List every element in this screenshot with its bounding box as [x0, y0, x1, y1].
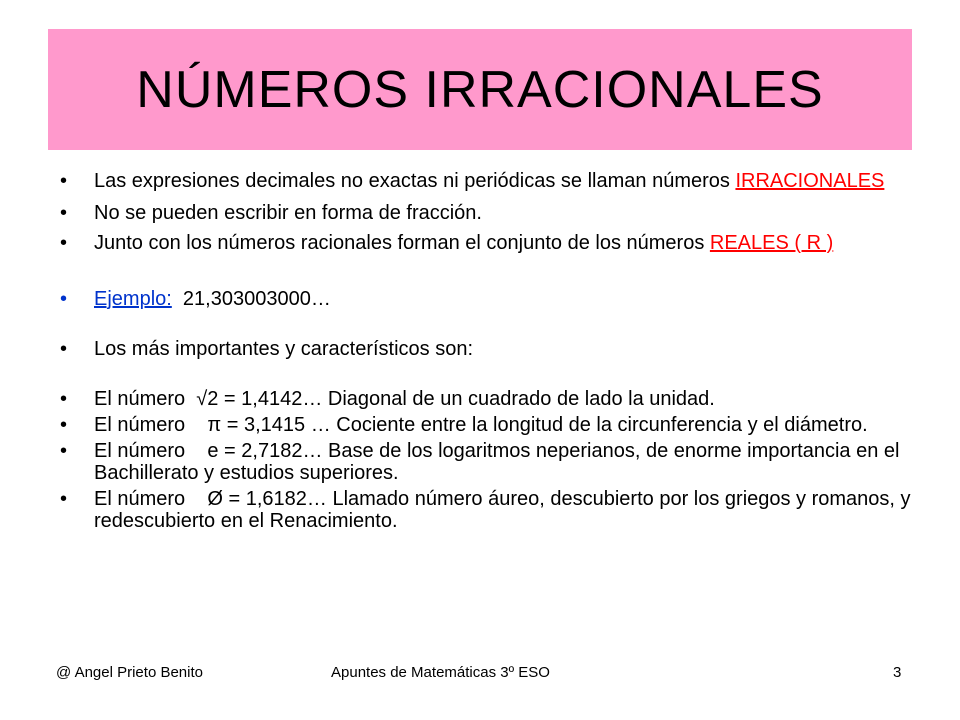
bullet-dot: •	[60, 440, 68, 462]
list-item	[60, 170, 920, 192]
bullet-text: No se pueden escribir en forma de fracción.	[94, 202, 482, 224]
list-item	[60, 232, 920, 254]
bullet-dot: •	[60, 338, 68, 360]
bullet-text: El número e = 2,7182… Base de los logaritmos neperianos, de enorme importancia en el Bachillerato y estudios superiores.	[94, 440, 906, 484]
bullet-dot: •	[60, 388, 68, 410]
list-item	[60, 288, 920, 310]
bullet-text: Las expresiones decimales no exactas ni periódicas se llaman números	[94, 170, 736, 192]
bullet-text: El número Ø = 1,6182… Llamado número áureo, descubierto por los griegos y romanos, y redescubierto en el Renacimiento.	[94, 488, 917, 532]
list-item	[60, 414, 920, 436]
footer-course: Apuntes de Matemáticas 3º ESO	[331, 664, 550, 681]
list-item	[60, 388, 920, 410]
bullet-text: El número √2 = 1,4142… Diagonal de un cuadrado de lado la unidad.	[94, 388, 715, 410]
slide-title: NÚMEROS IRRACIONALES	[136, 61, 824, 119]
footer-page-number: 3	[893, 664, 902, 681]
bullet-list	[60, 170, 920, 532]
bullet-text: Los más importantes y característicos son:	[94, 338, 474, 360]
footer-author: @ Angel Prieto Benito	[56, 664, 203, 681]
term-reales-link[interactable]: REALES ( R )	[709, 232, 834, 254]
bullet-dot: •	[60, 232, 68, 254]
list-item	[60, 202, 920, 224]
bullet-dot: •	[60, 488, 68, 510]
list-item	[60, 440, 920, 484]
term-irracionales-link[interactable]: IRRACIONALES	[735, 170, 885, 192]
example-value: 21,303003000…	[171, 288, 331, 310]
list-item	[60, 338, 920, 360]
example-link[interactable]: Ejemplo:	[94, 288, 172, 310]
bullet-text: Junto con los números racionales forman el conjunto de los números	[94, 232, 710, 254]
bullet-text: El número π = 3,1415 … Cociente entre la longitud de la circunferencia y el diámetro.	[94, 414, 868, 436]
bullet-dot: •	[60, 202, 68, 224]
bullet-dot: •	[60, 414, 68, 436]
title-banner	[48, 29, 912, 150]
bullet-dot: •	[60, 170, 68, 192]
list-item	[60, 488, 920, 532]
bullet-dot: •	[60, 288, 68, 310]
